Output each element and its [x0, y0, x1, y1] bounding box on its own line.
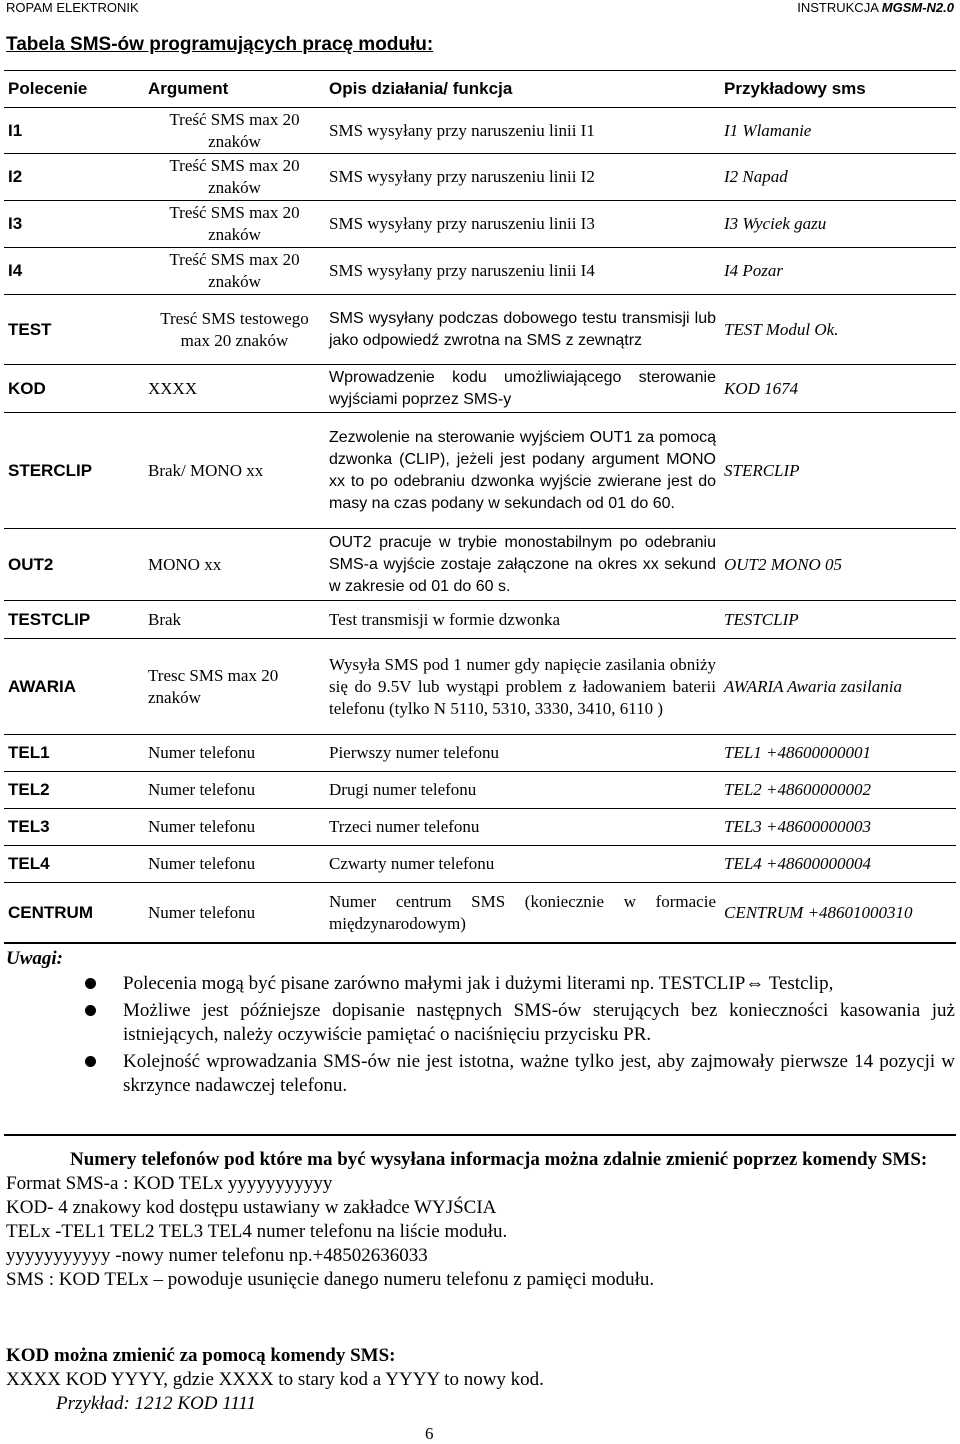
- command-cell: TEL2: [4, 772, 144, 809]
- description-cell: SMS wysyłany przy naruszeniu linii I1: [325, 108, 720, 154]
- argument-cell: Numer telefonu: [144, 846, 325, 883]
- command-cell: TEL3: [4, 809, 144, 846]
- table-row: [4, 154, 956, 201]
- description-cell: OUT2 pracuje w trybie monostabilnym po odebraniu SMS-a wyjście zostaje załączone na okres xx sekund w zakresie od 01 do 60 s.: [325, 529, 720, 601]
- column-header: Argument: [144, 71, 325, 108]
- command-cell: AWARIA: [4, 639, 144, 735]
- notes-label: Uwagi:: [6, 948, 63, 969]
- bullet-icon: [85, 1056, 96, 1067]
- list-item: Możliwe jest późniejsze dopisanie następnych SMS-ów sterujących bez konieczności kasowania już istniejących, należy oczywiście pamiętać o naciśnięciu przycisku PR.: [85, 999, 955, 1047]
- command-cell: I3: [4, 201, 144, 248]
- table-row: [4, 639, 956, 735]
- list-item: Polecenia mogą być pisane zarówno małymi jak i dużymi literami np. TESTCLIP⇔ Testclip,: [85, 972, 955, 996]
- command-cell: OUT2: [4, 529, 144, 601]
- description-cell: Trzeci numer telefonu: [325, 809, 720, 846]
- command-cell: TESTCLIP: [4, 601, 144, 639]
- company-name: ROPAM ELEKTRONIK: [6, 0, 139, 15]
- table-row: [4, 809, 956, 846]
- description-cell: Drugi numer telefonu: [325, 772, 720, 809]
- example-cell: TEL1 +48600000001: [720, 735, 956, 772]
- table-row: [4, 108, 956, 154]
- example-cell: TEL3 +48600000003: [720, 809, 956, 846]
- argument-cell: Brak/ MONO xx: [144, 413, 325, 529]
- section-title: Tabela SMS-ów programujących pracę modułu:: [6, 34, 434, 55]
- example-cell: TEST Modul Ok.: [720, 295, 956, 365]
- argument-cell: Tresć SMS testowego max 20 znaków: [144, 295, 325, 365]
- table-row: [4, 772, 956, 809]
- telx-line: TELx -TEL1 TEL2 TEL3 TEL4 numer telefonu na liście modułu.: [6, 1221, 508, 1242]
- description-cell: Zezwolenie na sterowanie wyjściem OUT1 za pomocą dzwonka (CLIP), jeżeli jest podany argument MONO xx to po odebraniu dzwonka wyjście zwierane jest do masy na czas podany w sekundach od 01 do 60.: [325, 413, 720, 529]
- table-row: [4, 365, 956, 413]
- bullet-icon: [85, 1005, 96, 1016]
- column-header: Opis działania/ funkcja: [325, 71, 720, 108]
- example-cell: CENTRUM +48601000310: [720, 883, 956, 943]
- description-cell: Numer centrum SMS (koniecznie w formacie międzynarodowym): [325, 883, 720, 943]
- table-row: [4, 248, 956, 295]
- argument-cell: Treść SMS max 20 znaków: [144, 108, 325, 154]
- argument-cell: Numer telefonu: [144, 772, 325, 809]
- page-header: [0, 0, 960, 15]
- example-cell: I3 Wyciek gazu: [720, 201, 956, 248]
- table-header-row: [4, 71, 956, 108]
- command-cell: TEL1: [4, 735, 144, 772]
- argument-cell: XXXX: [144, 365, 325, 413]
- table-row: [4, 846, 956, 883]
- number-line: yyyyyyyyyyy -nowy numer telefonu np.+48502636033: [6, 1245, 428, 1266]
- description-cell: Test transmisji w formie dzwonka: [325, 601, 720, 639]
- column-header: Polecenie: [4, 71, 144, 108]
- example-cell: STERCLIP: [720, 413, 956, 529]
- phone-change-section: [6, 1148, 956, 1292]
- argument-cell: Treść SMS max 20 znaków: [144, 201, 325, 248]
- table-row: [4, 883, 956, 943]
- command-cell: STERCLIP: [4, 413, 144, 529]
- table-row: [4, 295, 956, 365]
- example-cell: I2 Napad: [720, 154, 956, 201]
- example-cell: TESTCLIP: [720, 601, 956, 639]
- table-row: [4, 529, 956, 601]
- description-cell: Czwarty numer telefonu: [325, 846, 720, 883]
- argument-cell: Brak: [144, 601, 325, 639]
- table-row: [4, 413, 956, 529]
- argument-cell: MONO xx: [144, 529, 325, 601]
- example-cell: TEL4 +48600000004: [720, 846, 956, 883]
- page-number: 6: [425, 1424, 434, 1443]
- divider: [4, 942, 956, 944]
- example-cell: I4 Pozar: [720, 248, 956, 295]
- description-cell: SMS wysyłany przy naruszeniu linii I2: [325, 154, 720, 201]
- divider: [4, 1134, 956, 1136]
- example-cell: TEL2 +48600000002: [720, 772, 956, 809]
- manual-title: INSTRUKCJA MGSM-N2.0: [797, 0, 954, 15]
- kod-change-section: [6, 1344, 956, 1416]
- table-row: [4, 201, 956, 248]
- description-cell: Wprowadzenie kodu umożliwiającego sterowanie wyjściami poprzez SMS-y: [325, 365, 720, 413]
- description-cell: SMS wysyłany przy naruszeniu linii I3: [325, 201, 720, 248]
- argument-cell: Numer telefonu: [144, 735, 325, 772]
- command-cell: CENTRUM: [4, 883, 144, 943]
- list-item: Kolejność wprowadzania SMS-ów nie jest istotna, ważne tylko jest, aby zajmowały pierwsze 14 pozycji w skrzynce nadawczej telefonu.: [85, 1050, 955, 1098]
- delete-line: SMS : KOD TELx – powoduje usunięcie danego numeru telefonu z pamięci modułu.: [6, 1269, 655, 1290]
- command-cell: TEL4: [4, 846, 144, 883]
- argument-cell: Treść SMS max 20 znaków: [144, 154, 325, 201]
- notes-list: [85, 972, 955, 1101]
- bullet-icon: [85, 978, 96, 989]
- argument-cell: Numer telefonu: [144, 809, 325, 846]
- kod-section-heading: KOD można zmienić za pomocą komendy SMS:: [6, 1345, 396, 1366]
- command-cell: I2: [4, 154, 144, 201]
- description-cell: Pierwszy numer telefonu: [325, 735, 720, 772]
- command-cell: KOD: [4, 365, 144, 413]
- description-cell: Wysyła SMS pod 1 numer gdy napięcie zasilania obniży się do 9.5V lub wystąpi problem z ładowaniem baterii telefonu (tylko N 5110, 5310, 3330, 3410, 6110 ): [325, 639, 720, 735]
- table-row: [4, 601, 956, 639]
- command-cell: I4: [4, 248, 144, 295]
- example-cell: I1 Wlamanie: [720, 108, 956, 154]
- command-cell: TEST: [4, 295, 144, 365]
- argument-cell: Treść SMS max 20 znaków: [144, 248, 325, 295]
- example-cell: KOD 1674: [720, 365, 956, 413]
- column-header: Przykładowy sms: [720, 71, 956, 108]
- argument-cell: Tresc SMS max 20 znaków: [144, 639, 325, 735]
- format-line: Format SMS-a : KOD TELx yyyyyyyyyyy: [6, 1173, 333, 1194]
- example-cell: AWARIA Awaria zasilania: [720, 639, 956, 735]
- example-cell: OUT2 MONO 05: [720, 529, 956, 601]
- kod-example: Przykład: 1212 KOD 1111: [56, 1393, 257, 1414]
- kod-line: KOD- 4 znakowy kod dostępu ustawiany w zakładce WYJŚCIA: [6, 1197, 497, 1218]
- description-cell: SMS wysyłany przy naruszeniu linii I4: [325, 248, 720, 295]
- phone-section-heading: Numery telefonów pod które ma być wysyłana informacja można zdalnie zmienić poprzez komendy SMS:: [70, 1149, 928, 1170]
- description-cell: SMS wysyłany podczas dobowego testu transmisji lub jako odpowiedź zwrotna na SMS z zewnątrz: [325, 295, 720, 365]
- command-cell: I1: [4, 108, 144, 154]
- kod-command-line: XXXX KOD YYYY, gdzie XXXX to stary kod a YYYY to nowy kod.: [6, 1369, 544, 1390]
- argument-cell: Numer telefonu: [144, 883, 325, 943]
- sms-commands-table: [4, 70, 956, 943]
- table-row: [4, 735, 956, 772]
